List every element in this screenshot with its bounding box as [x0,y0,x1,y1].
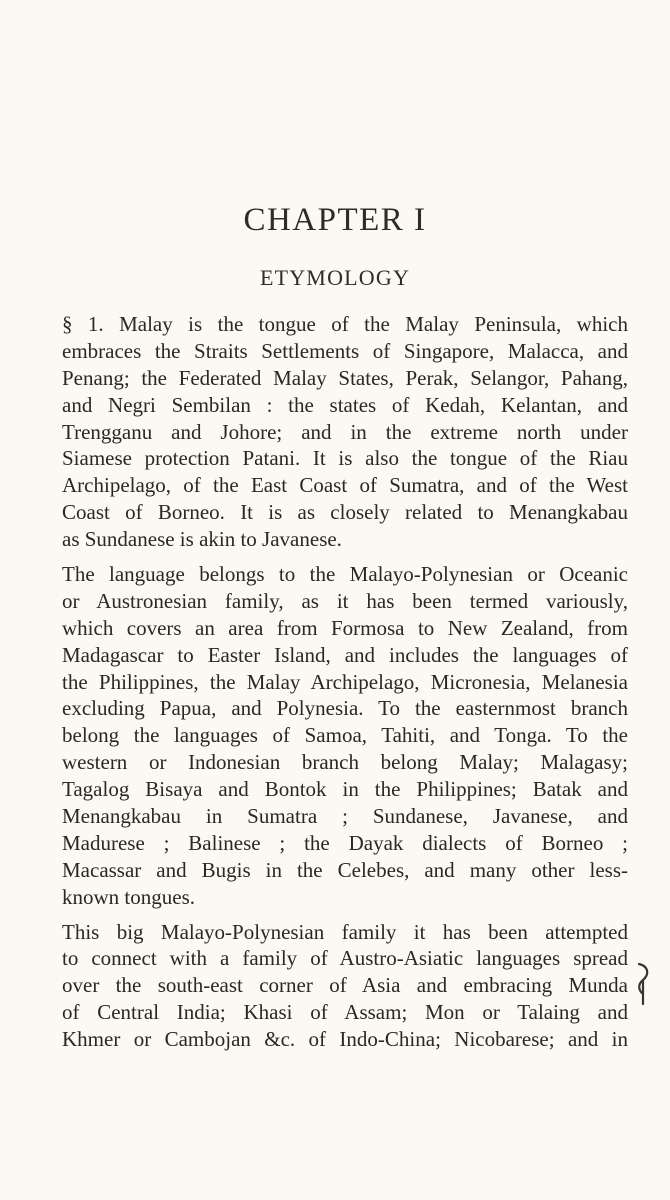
text-line: Khmer or Cambojan &c. of Indo-China; Nicobarese; and in [62,1027,628,1052]
paragraph-3 [62,919,628,1053]
margin-bracket-mark [634,960,654,1006]
text-line: § 1. Malay is the tongue of the Malay Peninsula, which [62,312,628,336]
text-line: excluding Papua, and Polynesia. To the easternmost branch [62,696,628,721]
text-line: as Sundanese is akin to Javanese. [62,527,342,552]
text-line: western or Indonesian branch belong Malay; Malagasy; [62,750,628,775]
text-line: Madagascar to Easter Island, and includes the languages of [62,642,628,667]
text-line: known tongues. [62,884,195,909]
text-line: which covers an area from Formosa to New Zealand, from [62,615,628,640]
text-line: This big Malayo-Polynesian family it has been attempted [62,919,628,944]
text-line: over the south-east corner of Asia and embracing Munda [62,973,628,998]
paragraph-1 [62,311,628,553]
text-line: Tagalog Bisaya and Bontok in the Philippines; Batak and [62,777,628,802]
text-line: Macassar and Bugis in the Celebes, and many other less- [62,857,628,882]
chapter-title: CHAPTER I [243,202,427,238]
text-line: Siamese protection Patani. It is also the tongue of the Riau [62,446,628,471]
text-line: The language belongs to the Malayo-Polynesian or Oceanic [62,562,628,587]
text-line: to connect with a family of Austro-Asiatic languages spread [62,946,628,971]
text-line: Penang; the Federated Malay States, Perak, Selangor, Pahang, [62,365,628,390]
text-line: or Austronesian family, as it has been termed variously, [62,588,628,613]
text-line: of Central India; Khasi of Assam; Mon or Talaing and [62,1000,628,1025]
text-line: embraces the Straits Settlements of Singapore, Malacca, and [62,338,628,363]
text-line: Madurese ; Balinese ; the Dayak dialects of Borneo ; [62,830,628,855]
text-line: Trengganu and Johore; and in the extreme north under [62,419,628,444]
text-line: Menangkabau in Sumatra ; Sundanese, Javanese, and [62,804,628,829]
section-title: ETYMOLOGY [259,265,411,290]
text-line: belong the languages of Samoa, Tahiti, and Tonga. To the [62,723,628,748]
text-line: and Negri Sembilan : the states of Kedah, Kelantan, and [62,392,628,417]
text-line: Coast of Borneo. It is as closely related to Menangkabau [62,500,628,525]
text-line: the Philippines, the Malay Archipelago, Micronesia, Melanesia [62,669,628,694]
body-text [62,311,628,1061]
text-line: Archipelago, of the East Coast of Sumatra, and of the West [62,473,628,498]
paragraph-2 [62,561,628,911]
